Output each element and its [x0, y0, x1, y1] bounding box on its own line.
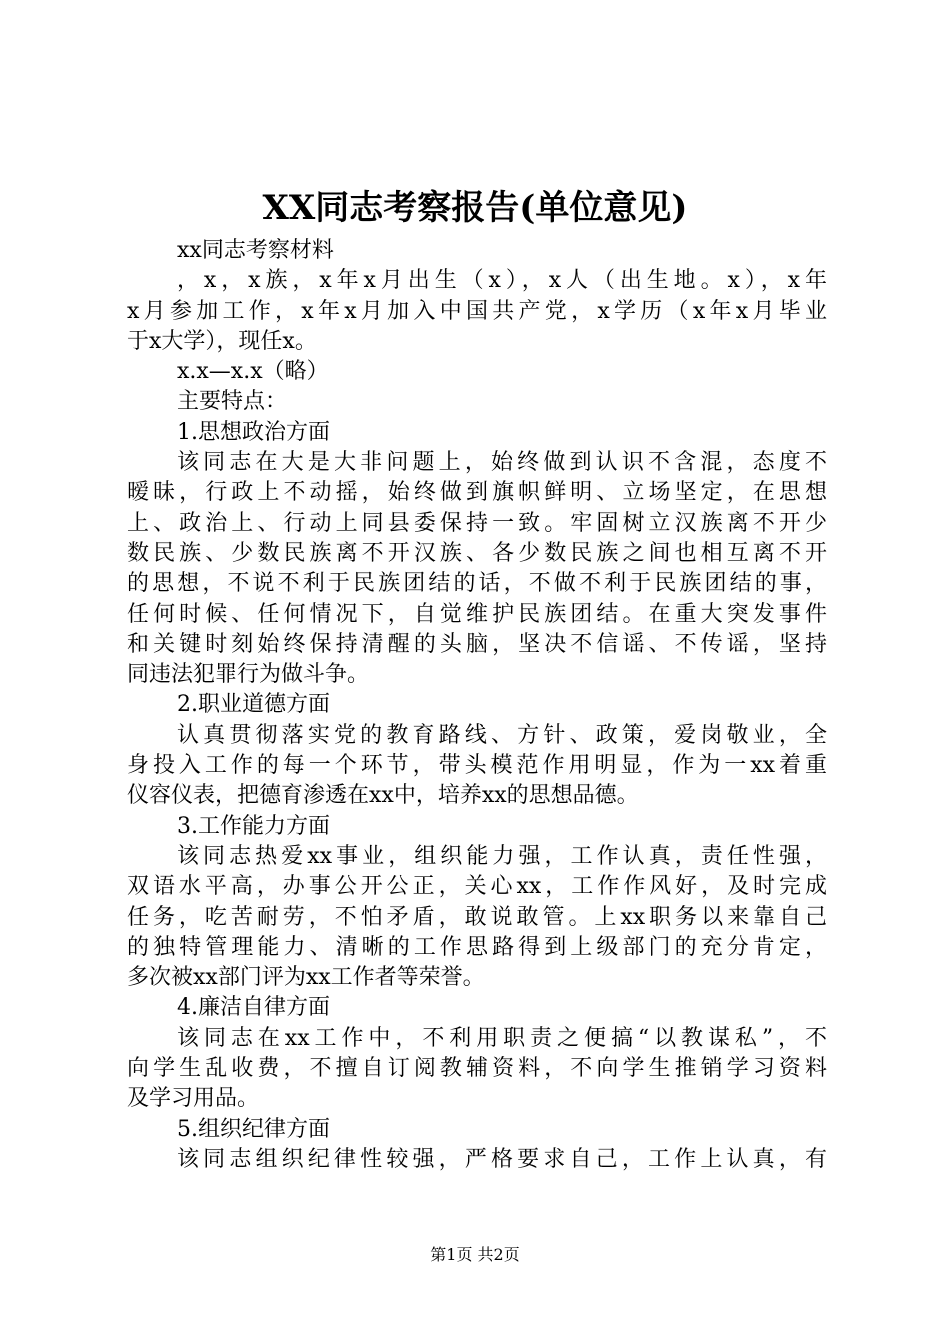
text-line: xx同志考察材料: [177, 238, 334, 263]
text-line: 该同志热爱xx事业，组织能力强，工作认真，责任性强，: [177, 843, 827, 869]
text-line: 该同志组织纪律性较强，严格要求自己，工作上认真，有: [177, 1146, 827, 1172]
text-line: 身投入工作的每一个环节，带头模范作用明显，作为一xx着重: [127, 753, 827, 779]
text-line: 该同志在大是大非问题上，始终做到认识不含混，态度不: [177, 450, 827, 476]
text-line: 的独特管理能力、清晰的工作思路得到上级部门的充分肯定，: [127, 934, 827, 960]
text-line: 3.工作能力方面: [177, 813, 330, 839]
text-line: 数民族、少数民族离不开汉族、各少数民族之间也相互离不开: [127, 540, 827, 566]
text-line: 1.思想政治方面: [177, 419, 330, 445]
text-line: x月参加工作，x年x月加入中国共产党，x学历（x年x月毕业: [127, 298, 827, 324]
text-line: 双语水平高，办事公开公正，关心xx，工作作风好，及时完成: [127, 874, 827, 900]
text-line: 上、政治上、行动上同县委保持一致。牢固树立汉族离不开少: [127, 510, 827, 536]
text-line: 2.职业道德方面: [177, 692, 330, 718]
page-footer: 第1页 共2页: [430, 1245, 520, 1264]
text-line: 主要特点：: [177, 389, 288, 415]
text-line: 向学生乱收费，不擅自订阅教辅资料，不向学生推销学习资料: [127, 1056, 827, 1082]
text-line: 任何时候、任何情况下，自觉维护民族团结。在重大突发事件: [127, 601, 827, 627]
text-line: 任务，吃苦耐劳，不怕矛盾，敢说敢管。上xx职务以来靠自己: [127, 904, 827, 930]
text-line: 多次被xx部门评为xx工作者等荣誉。: [127, 965, 485, 991]
text-line: 暧昧，行政上不动摇，始终做到旗帜鲜明、立场坚定，在思想: [127, 480, 827, 506]
text-line: 仪容仪表，把德育渗透在xx中，培养xx的思想品德。: [127, 783, 639, 809]
document-title: XX同志考察报告(单位意见): [262, 188, 688, 228]
text-line: 5.组织纪律方面: [177, 1116, 330, 1142]
text-line: 同违法犯罪行为做斗争。: [127, 662, 370, 688]
text-line: ，x，x族，x年x月出生（x），x人（出生地。x），x年: [177, 268, 827, 294]
document-body: [127, 236, 827, 1175]
text-line: 4.廉洁自律方面: [177, 995, 330, 1021]
text-line: 于x大学），现任x。: [127, 328, 317, 354]
text-line: 和关键时刻始终保持清醒的头脑，坚决不信谣、不传谣，坚持: [127, 631, 827, 657]
text-line: 及学习用品。: [127, 1086, 260, 1112]
text-line: x.x—x.x（略）: [177, 359, 329, 385]
text-line: 认真贯彻落实党的教育路线、方针、政策，爱岗敬业，全: [177, 722, 827, 748]
text-line: 该同志在xx工作中，不利用职责之便搞“以教谋私”，不: [177, 1025, 827, 1051]
text-line: 的思想，不说不利于民族团结的话，不做不利于民族团结的事，: [127, 571, 827, 597]
